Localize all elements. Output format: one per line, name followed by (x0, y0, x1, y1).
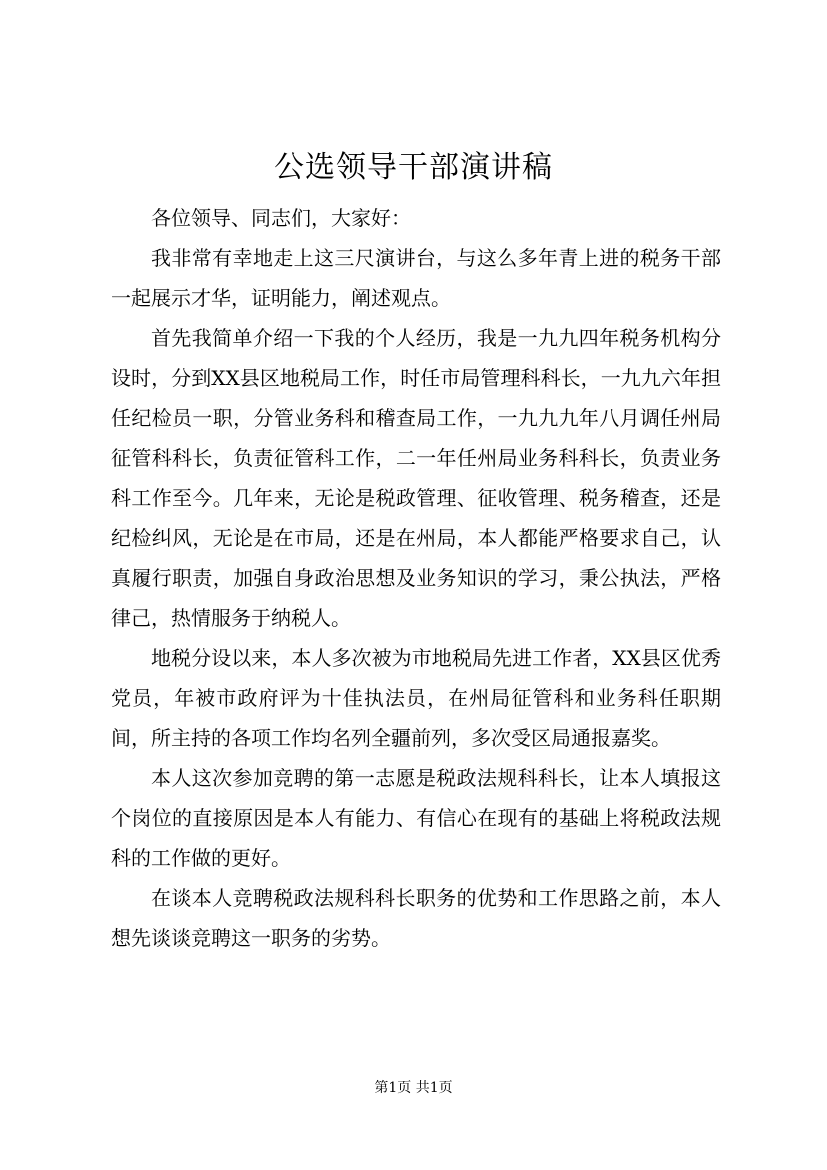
body-paragraph: 本人这次参加竞聘的第一志愿是税政法规科科长，让本人填报这个岗位的直接原因是本人有能力、有信心在现有的基础上将税政法规科的工作做的更好。 (111, 766, 721, 870)
page-footer: 第1页 共1页 (374, 1080, 453, 1096)
document-body (111, 198, 721, 958)
greeting-paragraph: 各位领导、同志们，大家好： (151, 206, 411, 230)
body-paragraph: 首先我简单介绍一下我的个人经历，我是一九九四年税务机构分设时，分到XX县区地税局工作，时任市局管理科科长，一九九六年担任纪检员一职，分管业务科和稽查局工作，一九九九年八月调任州局征管科科长，负责征管科工作，二一年任州局业务科科长，负责业务科工作至今。几年来，无论是税政管理、征收管理、税务稽查，还是纪检纠风，无论是在市局，还是在州局，本人都能严格要求自己，认真履行职责，加强自身政治思想及业务知识的学习，秉公执法，严格律己，热情服务于纳税人。 (111, 326, 721, 630)
body-paragraph: 地税分设以来，本人多次被为市地税局先进工作者，XX县区优秀党员，年被市政府评为十佳执法员，在州局征管科和业务科任职期间，所主持的各项工作均名列全疆前列，多次受区局通报嘉奖。 (111, 646, 721, 750)
body-paragraph: 我非常有幸地走上这三尺演讲台，与这么多年青上进的税务干部一起展示才华，证明能力，阐述观点。 (111, 246, 721, 310)
document-title: 公选领导干部演讲稿 (274, 150, 553, 185)
body-paragraph: 在谈本人竞聘税政法规科科长职务的优势和工作思路之前，本人想先谈谈竞聘这一职务的劣势。 (111, 886, 721, 950)
